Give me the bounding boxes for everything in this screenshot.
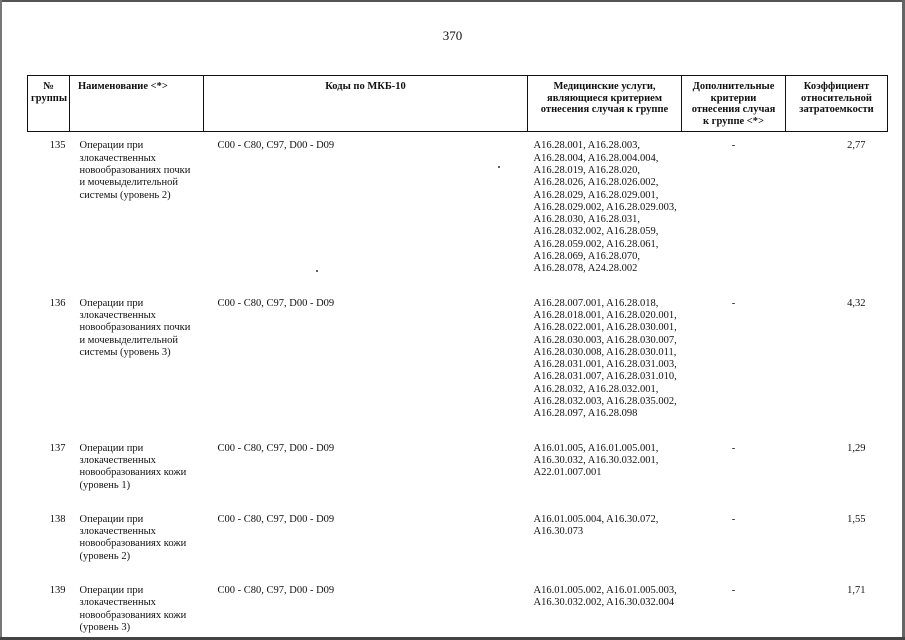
table-row bbox=[28, 290, 888, 435]
service-codes-line: A16.28.032, A16.28.032.001, bbox=[533, 383, 659, 395]
group-name-line: злокачественных bbox=[79, 597, 156, 609]
groups-table-container bbox=[27, 75, 887, 638]
service-codes-line: A16.28.030.008, A16.28.030.011, bbox=[533, 346, 677, 358]
group-name-line: злокачественных bbox=[79, 454, 156, 466]
coefficient-cell: 1,29 bbox=[847, 442, 866, 454]
header-name: Наименование <*> bbox=[70, 76, 204, 132]
extra-criteria-cell: - bbox=[731, 140, 736, 152]
icd-codes-cell: C00 - C80, C97, D00 - D09 bbox=[217, 442, 335, 454]
services-cell bbox=[528, 132, 682, 290]
groups-table bbox=[27, 75, 888, 638]
service-codes-line: A22.01.007.001 bbox=[533, 467, 602, 479]
extra-criteria-cell: - bbox=[731, 513, 736, 525]
group-name-cell bbox=[70, 132, 204, 290]
group-name-line: (уровень 3) bbox=[79, 621, 131, 633]
service-codes-line: A16.30.032.002, A16.30.032.004 bbox=[533, 597, 675, 609]
services-cell bbox=[528, 577, 682, 638]
group-number-cell: 138 bbox=[49, 513, 66, 525]
services-cell bbox=[528, 435, 682, 506]
service-codes-line: A16.28.031.007, A16.28.031.010, bbox=[533, 371, 677, 383]
group-name-line: новообразованиях почки bbox=[79, 164, 191, 176]
header-coefficient: Коэффициент относительной затратоемкости bbox=[786, 76, 888, 132]
table-row bbox=[28, 506, 888, 577]
service-codes-line: A16.30.073 bbox=[533, 526, 584, 538]
extra-criteria-cell: - bbox=[731, 442, 736, 454]
services-cell bbox=[528, 290, 682, 435]
group-number-cell: 139 bbox=[49, 584, 66, 596]
page-number: 370 bbox=[442, 28, 463, 43]
extra-criteria-cell: - bbox=[731, 297, 736, 309]
service-codes-line: A16.01.005.002, A16.01.005.003, bbox=[533, 584, 677, 596]
group-number-cell: 135 bbox=[49, 140, 66, 152]
service-codes-line: A16.28.029, A16.28.029.001, bbox=[533, 189, 659, 201]
group-name-line: новообразованиях кожи bbox=[79, 467, 187, 479]
icd-codes-cell: C00 - C80, C97, D00 - D09 bbox=[217, 140, 335, 152]
group-name-line: злокачественных bbox=[79, 526, 156, 538]
service-codes-line: A16.28.059.002, A16.28.061, bbox=[533, 238, 659, 250]
page-edge-left bbox=[0, 0, 2, 640]
coefficient-cell: 1,71 bbox=[847, 584, 866, 596]
group-name-line: системы (уровень 3) bbox=[79, 346, 171, 358]
header-group-no: № группы bbox=[28, 76, 70, 132]
service-codes-line: A16.28.078, A24.28.002 bbox=[533, 263, 638, 275]
service-codes-line: A16.28.032.002, A16.28.059, bbox=[533, 226, 659, 238]
group-name-line: системы (уровень 2) bbox=[79, 189, 171, 201]
group-name-cell bbox=[70, 577, 204, 638]
service-codes-line: A16.28.030.003, A16.28.030.007, bbox=[533, 334, 677, 346]
icd-codes-cell: C00 - C80, C97, D00 - D09 bbox=[217, 297, 335, 309]
group-name-line: и мочевыделительной bbox=[79, 177, 178, 189]
coefficient-cell: 4,32 bbox=[847, 297, 866, 309]
group-name-cell bbox=[70, 435, 204, 506]
group-name-line: (уровень 1) bbox=[79, 479, 131, 491]
service-codes-line: A16.28.019, A16.28.020, bbox=[533, 164, 640, 176]
group-name-line: Операции при bbox=[79, 513, 144, 525]
service-codes-line: A16.28.032.003, A16.28.035.002, bbox=[533, 396, 677, 408]
coefficient-cell: 2,77 bbox=[847, 140, 866, 152]
group-name-line: и мочевыделительной bbox=[79, 334, 178, 346]
header-extra-criteria: Дополнительные критерии отнесения случая к группе <*> bbox=[682, 76, 786, 132]
service-codes-line: A16.28.018.001, A16.28.020.001, bbox=[533, 309, 677, 321]
table-body bbox=[28, 132, 888, 638]
table-row bbox=[28, 577, 888, 638]
page-edge-top bbox=[0, 0, 905, 2]
service-codes-line: A16.28.004, A16.28.004.004, bbox=[533, 152, 659, 164]
table-header-row bbox=[28, 76, 888, 132]
header-codes: Коды по МКБ-10 bbox=[204, 76, 528, 132]
service-codes-line: A16.28.022.001, A16.28.030.001, bbox=[533, 322, 677, 334]
service-codes-line: A16.28.031.001, A16.28.031.003, bbox=[533, 359, 677, 371]
icd-codes-cell: C00 - C80, C97, D00 - D09 bbox=[217, 584, 335, 596]
scan-speck bbox=[316, 270, 318, 272]
services-cell bbox=[528, 506, 682, 577]
group-name-line: злокачественных bbox=[79, 309, 156, 321]
group-name-line: новообразованиях кожи bbox=[79, 538, 187, 550]
group-name-line: новообразованиях кожи bbox=[79, 609, 187, 621]
table-row bbox=[28, 132, 888, 290]
group-name-line: Операции при bbox=[79, 442, 144, 454]
scan-speck bbox=[498, 166, 500, 168]
service-codes-line: A16.28.029.002, A16.28.029.003, bbox=[533, 201, 677, 213]
service-codes-line: A16.30.032, A16.30.032.001, bbox=[533, 454, 659, 466]
group-name-line: (уровень 2) bbox=[79, 550, 131, 562]
group-name-cell bbox=[70, 506, 204, 577]
group-name-line: Операции при bbox=[79, 584, 144, 596]
header-services: Медицинские услуги, являющиеся критерием отнесения случая к группе bbox=[528, 76, 682, 132]
group-name-line: Операции при bbox=[79, 297, 144, 309]
service-codes-line: A16.28.026, A16.28.026.002, bbox=[533, 177, 659, 189]
extra-criteria-cell: - bbox=[731, 584, 736, 596]
service-codes-line: A16.28.007.001, A16.28.018, bbox=[533, 297, 659, 309]
group-name-line: злокачественных bbox=[79, 152, 156, 164]
table-row bbox=[28, 435, 888, 506]
icd-codes-cell: C00 - C80, C97, D00 - D09 bbox=[217, 513, 335, 525]
group-name-cell bbox=[70, 290, 204, 435]
service-codes-line: A16.28.097, A16.28.098 bbox=[533, 408, 638, 420]
service-codes-line: A16.01.005.004, A16.30.072, bbox=[533, 513, 659, 525]
group-number-cell: 137 bbox=[49, 442, 66, 454]
service-codes-line: A16.28.030, A16.28.031, bbox=[533, 214, 640, 226]
group-name-line: новообразованиях почки bbox=[79, 322, 191, 334]
group-name-line: Операции при bbox=[79, 140, 144, 152]
service-codes-line: A16.28.001, A16.28.003, bbox=[533, 140, 640, 152]
group-number-cell: 136 bbox=[49, 297, 66, 309]
coefficient-cell: 1,55 bbox=[847, 513, 866, 525]
service-codes-line: A16.28.069, A16.28.070, bbox=[533, 251, 640, 263]
service-codes-line: A16.01.005, A16.01.005.001, bbox=[533, 442, 659, 454]
